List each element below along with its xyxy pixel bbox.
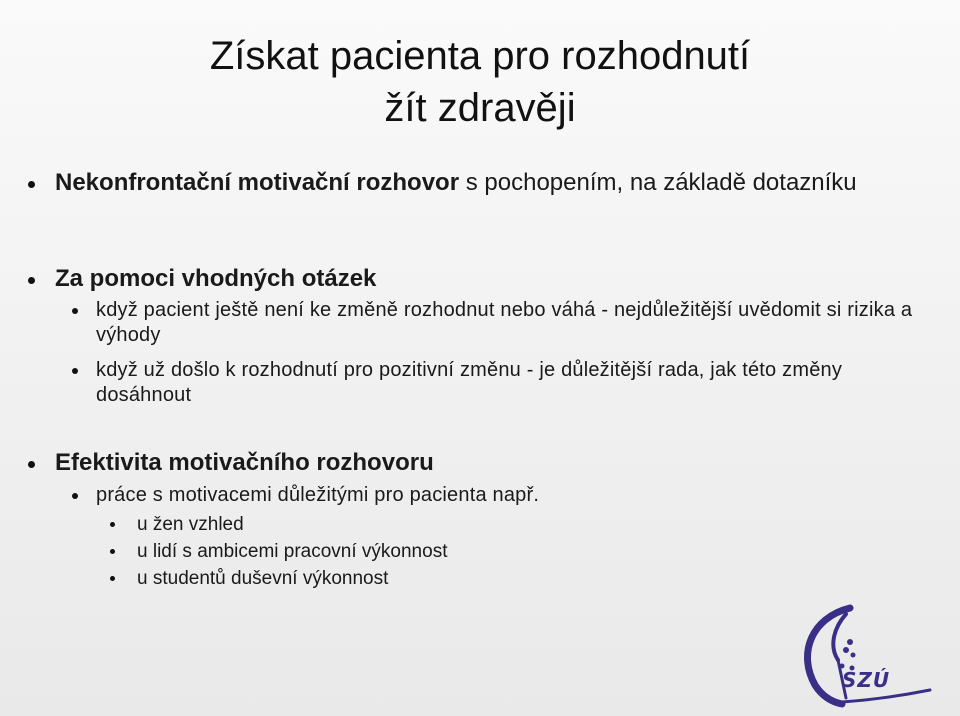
sub-bullet-text: když už došlo k rozhodnutí pro pozitivní změnu - je důležitější rada, jak této změny dosáhnout xyxy=(96,359,843,406)
sub-sub-bullet-dot-icon xyxy=(110,549,115,554)
sub-sub-bullet-item xyxy=(137,541,837,563)
sub-bullet-text: když pacient ještě není ke změně rozhodnut nebo váhá - nejdůležitější uvědomit si rizika a výhody xyxy=(96,299,913,346)
sub-bullet-dot-icon xyxy=(72,493,78,499)
bullet-item xyxy=(55,450,915,476)
bullet-text: s pochopením, na základě dotazníku xyxy=(459,169,857,196)
sub-sub-bullet-dot-icon xyxy=(110,576,115,581)
sub-sub-bullet-item xyxy=(137,514,837,536)
bullet-item xyxy=(55,170,915,196)
sub-bullet-dot-icon xyxy=(72,308,78,314)
sub-sub-bullet-item xyxy=(137,568,837,590)
bullet-dot-icon xyxy=(28,461,35,468)
sub-sub-bullet-text: u lidí s ambicemi pracovní výkonnost xyxy=(137,541,448,562)
bullet-dot-icon xyxy=(28,277,35,284)
sub-bullet-dot-icon xyxy=(72,368,78,374)
szu-logo-icon xyxy=(780,600,940,710)
title-line-1: Získat pacienta pro rozhodnutí xyxy=(209,34,751,78)
sub-bullet-item xyxy=(96,298,926,348)
sub-sub-bullet-text: u žen vzhled xyxy=(137,514,244,535)
bullet-item xyxy=(55,266,915,292)
logo-text: SZÚ xyxy=(842,668,891,692)
sub-bullet-item xyxy=(96,483,926,508)
sub-bullet-item xyxy=(96,358,926,408)
bullet-dot-icon xyxy=(28,181,35,188)
sub-sub-bullet-dot-icon xyxy=(110,522,115,527)
bullet-bold-text: Nekonfrontační motivační rozhovor xyxy=(55,169,460,196)
slide-title xyxy=(0,30,960,134)
title-line-2: žít zdravěji xyxy=(384,86,576,130)
bullet-bold-text: Za pomoci vhodných otázek xyxy=(55,265,377,292)
bullet-bold-text: Efektivita motivačního rozhovoru xyxy=(55,449,434,476)
sub-bullet-text: práce s motivacemi důležitými pro pacienta např. xyxy=(96,484,540,506)
sub-sub-bullet-text: u studentů duševní výkonnost xyxy=(137,568,389,589)
